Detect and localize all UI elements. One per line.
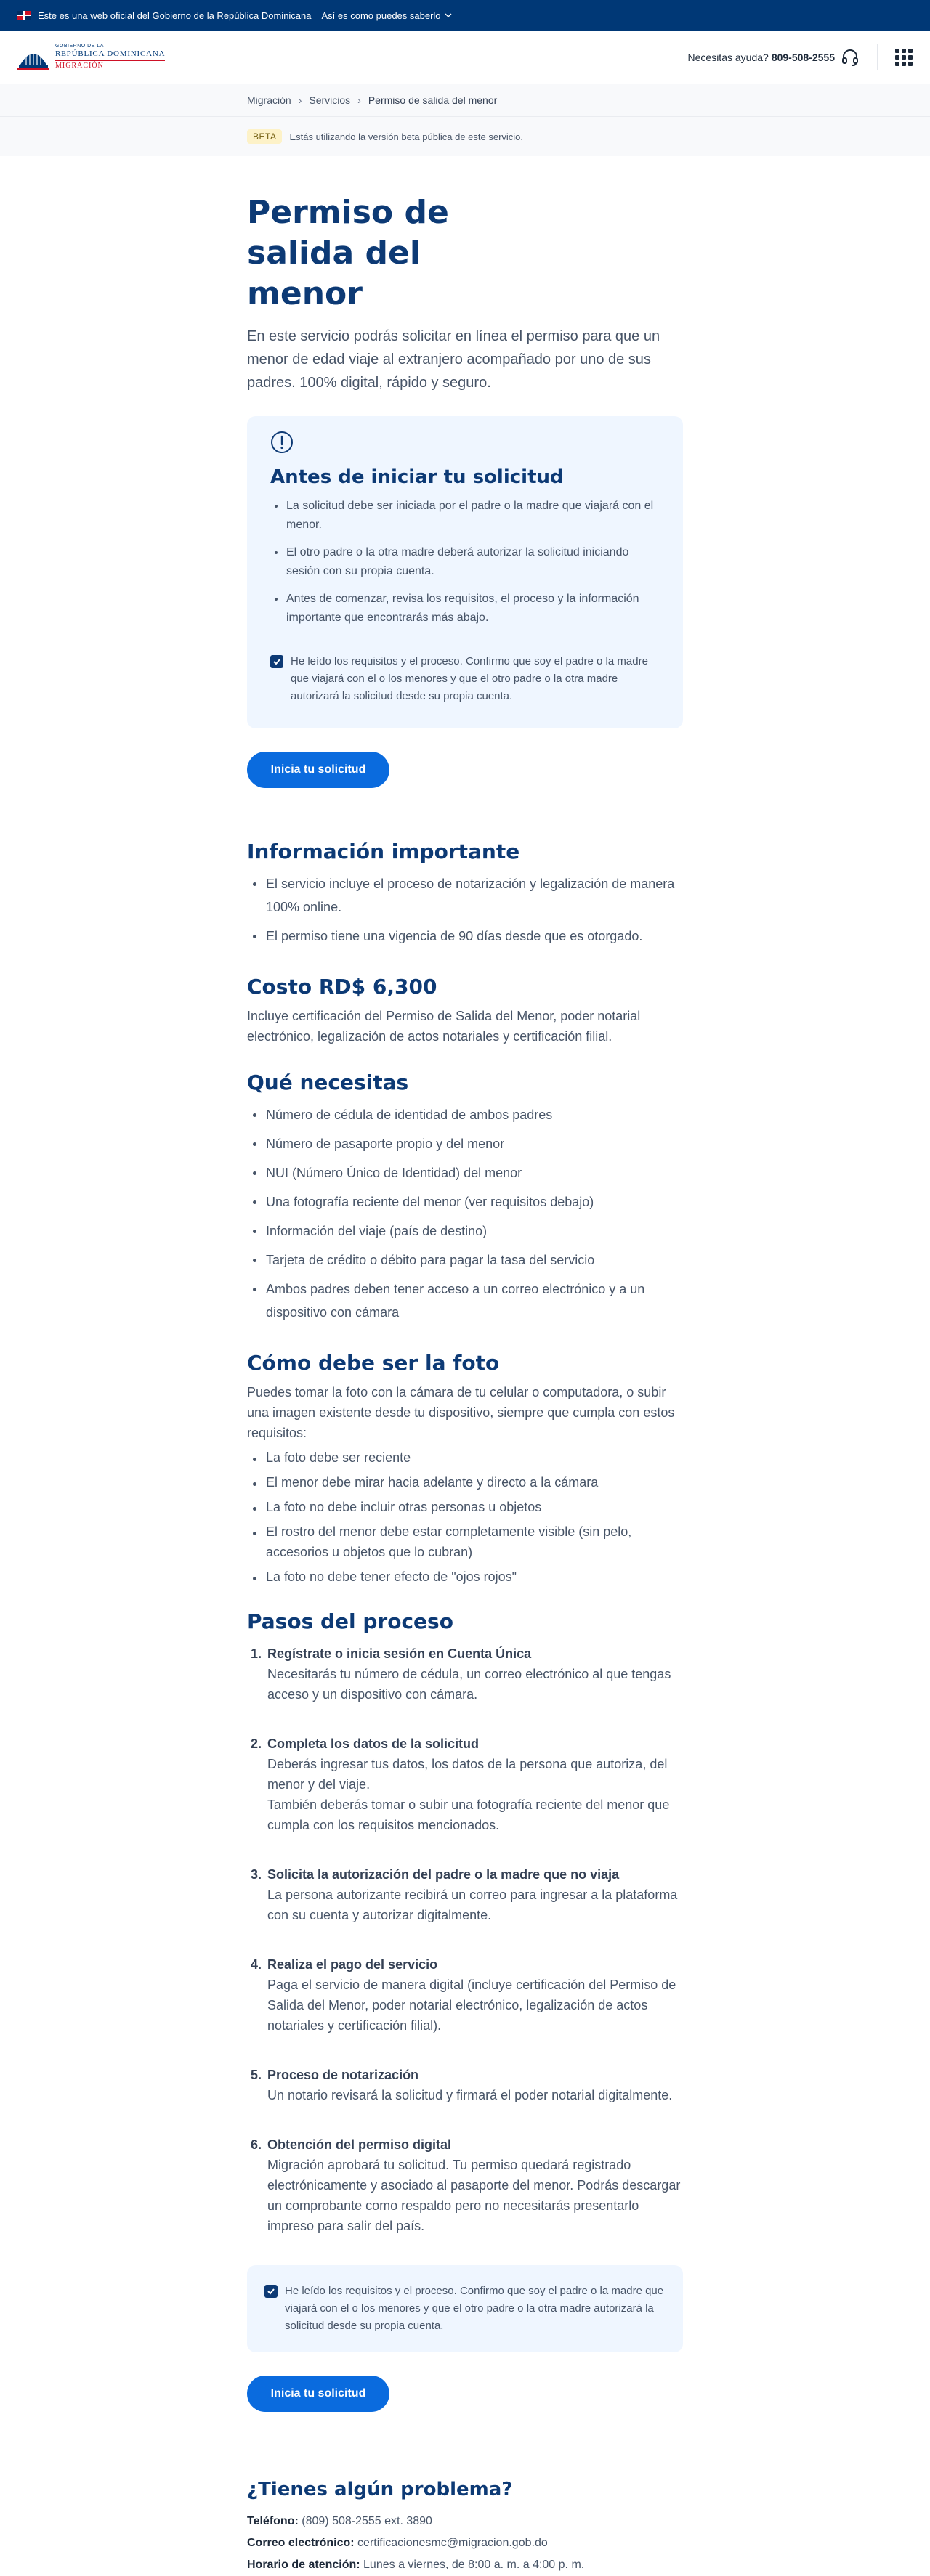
page-title: Permiso de salida del menor xyxy=(247,194,449,312)
needs-title: Qué necesitas xyxy=(247,1070,409,1094)
photo-title: Cómo debe ser la foto xyxy=(247,1351,500,1375)
contact-phone[interactable]: (809) 508-2555 ext. 3890 xyxy=(302,2515,432,2527)
main-content xyxy=(247,156,683,2576)
step-description: Paga el servicio de manera digital (incluye certificación del Permiso de Salida del Menor, poder notarial electrónico, legalización de actos notariales y certificación filial). xyxy=(267,1978,676,2033)
step-number: 6. xyxy=(250,2137,262,2152)
step-title: Completa los datos de la solicitud xyxy=(267,1736,480,1751)
beta-badge: BETA xyxy=(247,129,282,144)
breadcrumb xyxy=(247,84,683,116)
needs-list xyxy=(247,1103,683,1324)
contact-hours: Lunes a viernes, de 8:00 a. m. a 4:00 p. m. xyxy=(363,2559,585,2571)
confirm-box-bottom xyxy=(247,2265,683,2352)
confirm-checkbox-label-bottom: He leído los requisitos y el proceso. Confirmo que soy el padre o la madre que viajará con el o los menores y que el otro padre o la otra madre autorizará la solicitud desde su propia cuenta. xyxy=(285,2285,664,2332)
how-to-know-label: Así es como puedes saberlo xyxy=(321,9,441,21)
step-number: 5. xyxy=(250,2068,262,2082)
notice-list xyxy=(270,497,660,627)
before-start-notice xyxy=(247,416,683,728)
cost-title: Costo RD$ 6,300 xyxy=(247,975,437,999)
step-item xyxy=(247,1864,683,1925)
notice-item: El otro padre o la otra madre deberá autorizar la solicitud iniciando sesión con su propia cuenta. xyxy=(273,543,660,581)
breadcrumb-current: Permiso de salida del menor xyxy=(368,94,498,106)
photo-requirements-list xyxy=(247,1447,683,1587)
step-number: 3. xyxy=(250,1867,262,1882)
list-item: El permiso tiene una vigencia de 90 días desde que es otorgado. xyxy=(247,925,683,948)
list-item: La foto no debe tener efecto de "ojos rojos" xyxy=(247,1567,683,1587)
needs-section xyxy=(247,1070,683,1324)
step-description: La persona autorizante recibirá un correo para ingresar a la plataforma con su cuenta y autorizar digitalmente. xyxy=(267,1888,678,1922)
step-title: Obtención del permiso digital xyxy=(267,2137,452,2152)
logo-line-republic: REPÚBLICA DOMINICANA xyxy=(55,49,166,59)
step-description: Migración aprobará tu solicitud. Tu permiso quedará registrado electrónicamente y asociado al pasaporte del menor. Podrás descargar un comprobante como respaldo pero no necesitarás presentarlo impreso para salir del país. xyxy=(267,2158,681,2233)
checkmark-icon xyxy=(267,2287,275,2296)
step-item xyxy=(247,1954,683,2036)
list-item: La foto debe ser reciente xyxy=(247,1447,683,1468)
list-item: Ambos padres deben tener acceso a un correo electrónico y a un dispositivo con cámara xyxy=(247,1277,683,1324)
help-contact-section xyxy=(247,2479,683,2576)
contact-hours-label: Horario de atención: xyxy=(247,2559,360,2571)
list-item: El rostro del menor debe estar completamente visible (sin pelo, accesorios u objetos que lo cubran) xyxy=(247,1521,683,1562)
page-lead: En este servicio podrás solicitar en línea el permiso para que un menor de edad viaje al extranjero acompañado por uno de sus padres. 100% digital, rápido y seguro. xyxy=(247,328,660,391)
cost-section xyxy=(247,974,683,1047)
step-description: Necesitarás tu número de cédula, un correo electrónico al que tengas acceso y un dispositivo con cámara. xyxy=(267,1667,671,1702)
list-item: El menor debe mirar hacia adelante y directo a la cámara xyxy=(247,1472,683,1492)
logo-line-migration: MIGRACIÓN xyxy=(55,60,165,70)
steps-section xyxy=(247,1609,683,2236)
important-info-section xyxy=(247,839,683,948)
contact-email-label: Correo electrónico: xyxy=(247,2537,355,2549)
list-item: Número de cédula de identidad de ambos padres xyxy=(247,1103,683,1126)
help-contact-title: ¿Tienes algún problema? xyxy=(247,2479,513,2500)
beta-text: Estás utilizando la versión beta pública de este servicio. xyxy=(289,131,524,142)
how-to-know-link[interactable] xyxy=(322,10,453,21)
step-description-extra: También deberás tomar o subir una fotografía reciente del menor que cumpla con los requisitos mencionados. xyxy=(267,1797,670,1832)
list-item: El servicio incluye el proceso de notarización y legalización de manera 100% online. xyxy=(247,872,683,919)
list-item: Una fotografía reciente del menor (ver requisitos debajo) xyxy=(247,1190,683,1214)
help-contact[interactable] xyxy=(688,52,835,63)
steps-list xyxy=(247,1643,683,2236)
important-info-list xyxy=(247,872,683,948)
important-info-title: Información importante xyxy=(247,840,520,864)
breadcrumb-band xyxy=(0,84,930,117)
breadcrumb-item-migracion[interactable]: Migración xyxy=(247,94,291,106)
step-title: Regístrate o inicia sesión en Cuenta Única xyxy=(267,1646,532,1661)
header-divider xyxy=(877,44,878,70)
start-application-button-bottom[interactable]: Inicia tu solicitud xyxy=(247,2376,389,2412)
info-icon xyxy=(270,431,294,454)
confirm-checkbox-row[interactable] xyxy=(270,653,660,705)
step-number: 4. xyxy=(250,1957,262,1972)
list-item: Tarjeta de crédito o débito para pagar la tasa del servicio xyxy=(247,1248,683,1272)
chevron-right-icon: › xyxy=(298,94,302,106)
list-item: La foto no debe incluir otras personas u objetos xyxy=(247,1497,683,1517)
contact-phone-label: Teléfono: xyxy=(247,2515,299,2527)
site-logo[interactable] xyxy=(17,43,165,72)
gov-bar xyxy=(0,0,930,31)
checkmark-icon xyxy=(272,657,281,666)
contact-phone-row xyxy=(247,2511,683,2532)
cost-text: Incluye certificación del Permiso de Salida del Menor, poder notarial electrónico, legalización de actos notariales y certificación filial. xyxy=(247,1009,641,1044)
list-item: NUI (Número Único de Identidad) del menor xyxy=(247,1161,683,1185)
apps-grid-icon[interactable] xyxy=(895,49,913,66)
list-item: Información del viaje (país de destino) xyxy=(247,1219,683,1243)
photo-section xyxy=(247,1350,683,1587)
step-item xyxy=(247,2134,683,2236)
confirm-checkbox-row-bottom[interactable] xyxy=(264,2283,666,2335)
government-seal-icon xyxy=(17,43,49,72)
step-item xyxy=(247,2065,683,2105)
official-site-text: Este es una web oficial del Gobierno de la República Dominicana xyxy=(38,9,312,21)
start-application-button[interactable]: Inicia tu solicitud xyxy=(247,752,389,788)
contact-email-row xyxy=(247,2532,683,2554)
photo-intro: Puedes tomar la foto con la cámara de tu celular o computadora, o subir una imagen existente desde tu dispositivo, siempre que cumpla con estos requisitos: xyxy=(247,1385,675,1440)
list-item: Número de pasaporte propio y del menor xyxy=(247,1132,683,1155)
help-phone: 809-508-2555 xyxy=(771,51,835,63)
step-title: Proceso de notarización xyxy=(267,2068,419,2082)
step-description: Un notario revisará la solicitud y firmará el poder notarial digitalmente. xyxy=(267,2088,673,2102)
notice-title: Antes de iniciar tu solicitud xyxy=(270,466,564,488)
help-label: Necesitas ayuda? xyxy=(687,51,769,63)
step-number: 2. xyxy=(250,1736,262,1751)
confirm-checkbox-label: He leído los requisitos y el proceso. Confirmo que soy el padre o la madre que viajará con el o los menores y que el otro padre o la otra madre autorizará la solicitud desde su propia cuenta. xyxy=(291,655,648,702)
notice-item: Antes de comenzar, revisa los requisitos, el proceso y la información importante que encontrarás más abajo. xyxy=(273,590,660,627)
step-number: 1. xyxy=(250,1646,262,1661)
site-header xyxy=(0,31,930,84)
notice-item: La solicitud debe ser iniciada por el padre o la madre que viajará con el menor. xyxy=(273,497,660,535)
step-item xyxy=(247,1643,683,1705)
contact-email[interactable]: certificacionesmc@migracion.gob.do xyxy=(357,2537,548,2549)
logo-line-government: GOBIERNO DE LA xyxy=(55,44,104,49)
dominican-flag-icon xyxy=(17,11,31,20)
confirm-checkbox-bottom[interactable] xyxy=(264,2285,278,2298)
step-description: Deberás ingresar tus datos, los datos de la persona que autoriza, del menor y del viaje. xyxy=(267,1757,668,1792)
steps-title: Pasos del proceso xyxy=(247,1609,453,1633)
breadcrumb-item-servicios[interactable]: Servicios xyxy=(309,94,351,106)
step-item xyxy=(247,1734,683,1835)
headset-icon[interactable] xyxy=(841,48,860,67)
step-title: Solicita la autorización del padre o la madre que no viaja xyxy=(267,1867,620,1882)
beta-band xyxy=(0,117,930,156)
confirm-checkbox[interactable] xyxy=(270,655,283,668)
chevron-right-icon: › xyxy=(357,94,361,106)
step-title: Realiza el pago del servicio xyxy=(267,1957,438,1972)
chevron-down-icon xyxy=(444,11,453,20)
